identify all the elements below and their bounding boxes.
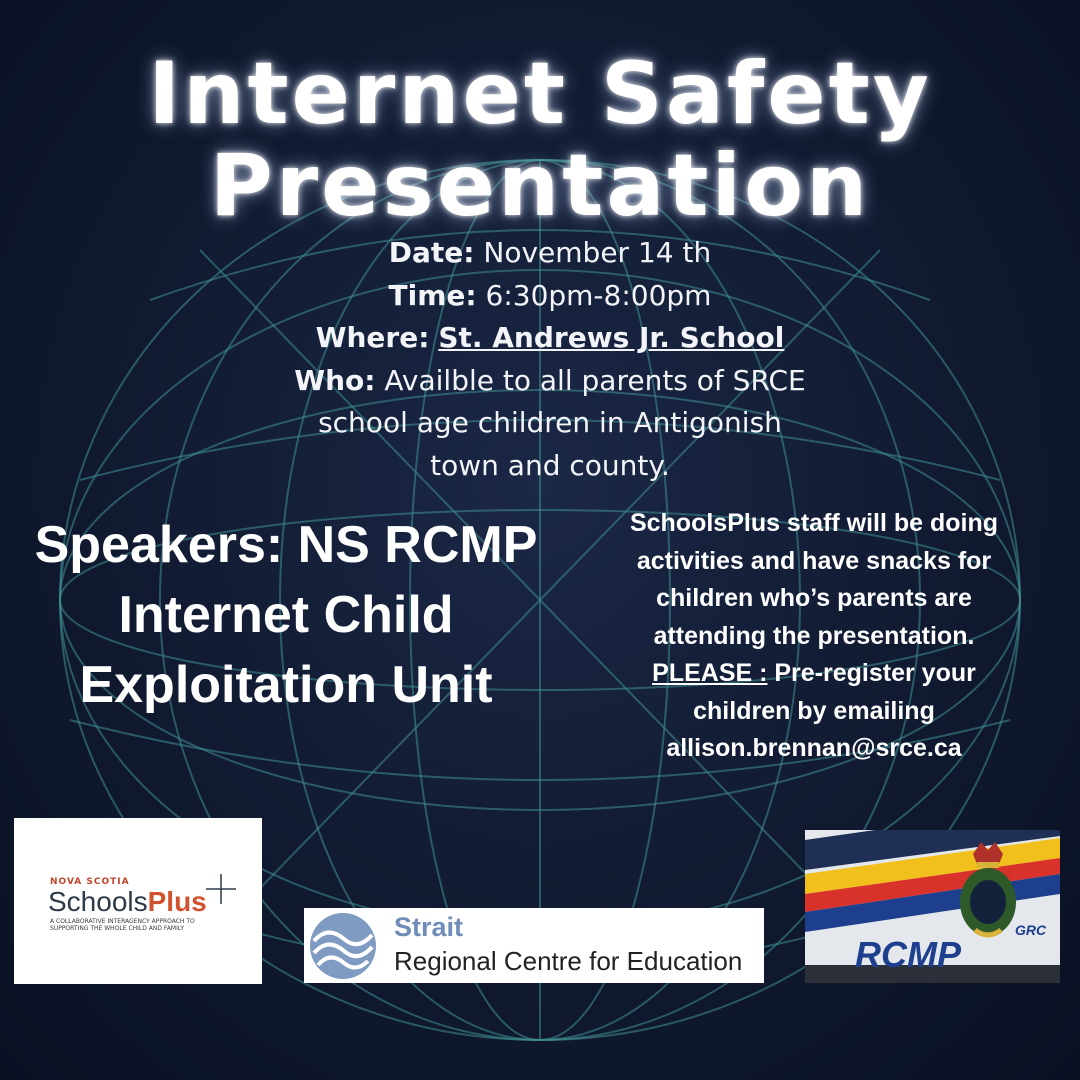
time-value: 6:30pm-8:00pm: [485, 278, 712, 312]
schoolsplus-logo: [14, 818, 262, 984]
time-label: Time:: [388, 278, 477, 312]
wave-emblem-icon: [308, 911, 378, 981]
date-row: [240, 232, 860, 275]
srce-name: Strait: [394, 912, 464, 942]
title-line-1: Internet Safety: [148, 44, 932, 144]
grc-wordmark: GRC: [1015, 922, 1047, 938]
speakers-line-1: Speakers: NS RCMP: [34, 516, 538, 574]
rcmp-vehicle-photo: [805, 830, 1060, 983]
who-line-1: Availble to all parents of SRCE: [384, 363, 806, 397]
rcmp-wordmark: RCMP: [855, 934, 961, 975]
where-label: Where:: [315, 321, 430, 354]
title-line-2: Presentation: [209, 136, 871, 236]
speakers-block: [0, 510, 572, 720]
notice-line-6: children by emailing: [693, 696, 935, 725]
schoolsplus-notice: [598, 505, 1030, 768]
notice-line-5: [598, 655, 1030, 693]
who-line-2: school age children in Antigonish: [318, 406, 782, 439]
rcmp-crest-icon: [953, 834, 1023, 944]
who-row: [240, 360, 860, 403]
schoolsplus-name-b: Plus: [147, 886, 207, 917]
where-row: [240, 317, 860, 360]
time-row: [240, 275, 860, 318]
schoolsplus-name: [48, 886, 207, 918]
date-label: Date:: [388, 236, 475, 269]
speakers-line-3: Exploitation Unit: [79, 656, 493, 714]
speakers-line-2: Internet Child: [118, 586, 454, 644]
srce-subtitle: Regional Centre for Education: [394, 946, 743, 976]
where-value: St. Andrews Jr. School: [438, 321, 785, 354]
notice-line-5-text: Pre-register your: [767, 659, 976, 687]
contact-email[interactable]: allison.brennan@srce.ca: [666, 734, 962, 762]
schoolsplus-province: NOVA SCOTIA: [50, 877, 130, 887]
notice-line-2: activities and have snacks for: [636, 546, 992, 575]
notice-line-1: SchoolsPlus staff will be doing: [629, 509, 999, 537]
srce-logo: [304, 908, 764, 983]
plus-sparkle-icon: [206, 874, 236, 904]
notice-line-3: children who’s parents are: [656, 584, 972, 612]
who-line-3: town and county.: [430, 448, 670, 482]
date-value: November 14 th: [483, 236, 712, 269]
schoolsplus-name-a: Schools: [48, 886, 148, 917]
schoolsplus-tagline: A COLLABORATIVE INTERAGENCY APPROACH TO SUPPORTING THE WHOLE CHILD AND FAMILY: [50, 918, 195, 932]
event-details: [240, 232, 860, 487]
please-label: PLEASE :: [652, 659, 768, 687]
notice-line-4: attending the presentation.: [653, 621, 975, 650]
who-label: Who:: [294, 363, 376, 397]
